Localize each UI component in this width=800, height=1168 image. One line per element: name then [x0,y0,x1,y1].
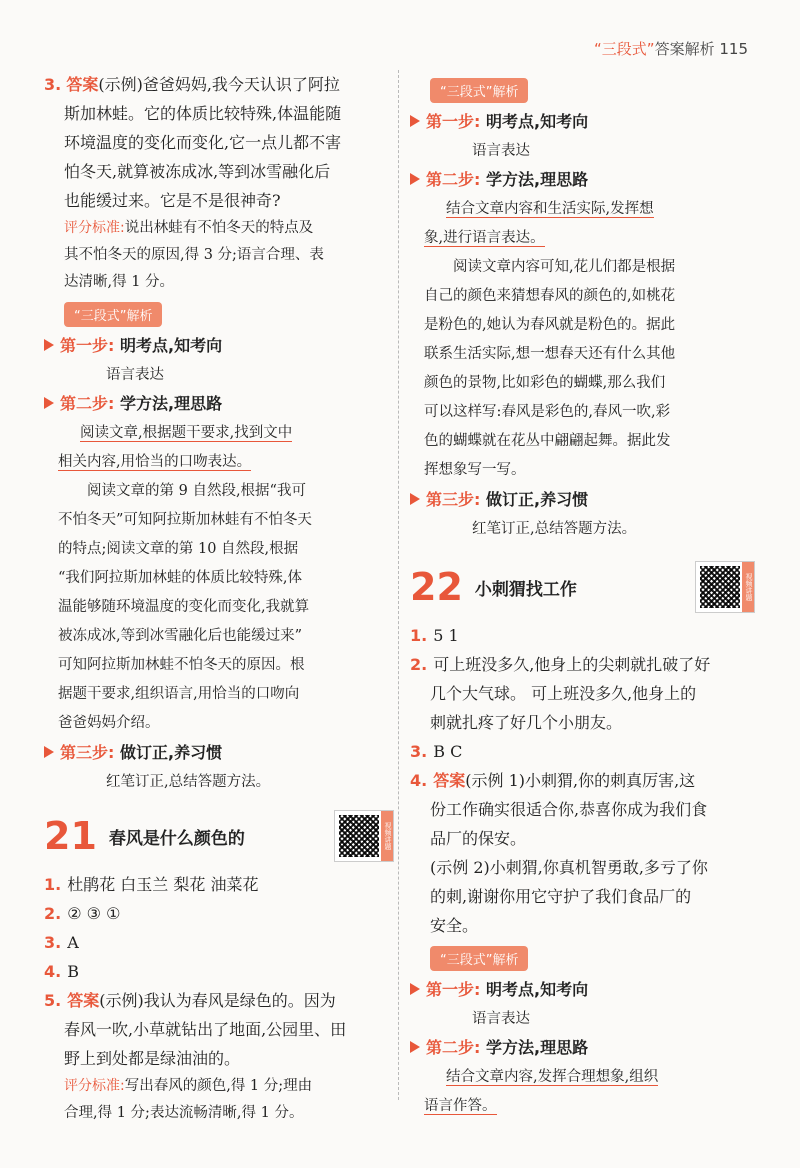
step-detail: 语言表达 [472,143,530,159]
step-2 [410,1033,755,1063]
step-title: 明考点,知考向 [485,112,589,131]
arrow-icon [410,983,420,995]
answer-line: 环境温度的变化而变化,它一点儿都不害 [64,133,342,152]
paragraph-line: 可知阿拉斯加林蛙不怕冬天的原因。根 [58,657,305,673]
step-title: 明考点,知考向 [119,336,223,355]
scoring-label: 评分标准: [64,1078,125,1094]
arrow-icon [44,746,54,758]
paragraph-line: 不怕冬天”可知阿拉斯加林蛙有不怕冬天 [58,512,312,528]
answer-number: 2. [410,655,428,674]
answer-line: 可上班没多久,他身上的尖刺就扎破了好 [433,655,711,674]
answer-line: 野上到处都是绿油油的。 [64,1049,241,1068]
paragraph-line: 爸爸妈妈介绍。 [58,715,160,731]
paragraph-line: 阅读文章的第 9 自然段,根据“我可 [87,483,306,499]
arrow-icon [410,493,420,505]
left-column [44,70,394,1127]
step-label: 第二步: [60,394,115,413]
underlined-text: 阅读文章,根据题干要求,找到文中 [80,425,293,441]
paragraph-line: 是粉色的,她认为春风就是粉色的。据此 [424,317,676,333]
scoring-line: 说出林蛙有不怕冬天的特点及 [124,220,314,236]
right-column [410,70,755,1121]
scoring-line: 其不怕冬天的原因,得 3 分;语言合理、表 [64,247,324,263]
arrow-icon [410,115,420,127]
section-number: 21 [44,814,97,858]
scoring-line: 达清晰,得 1 分。 [64,274,175,290]
answer-text: 5 1 [433,626,459,645]
arrow-icon [410,173,420,185]
answer-number: 2. [44,904,62,923]
step-label: 第一步: [426,980,481,999]
step-3 [410,485,755,515]
paragraph-line: 被冻成冰,等到冰雪融化后也能缓过来” [58,628,303,644]
analysis-paragraph [410,253,755,485]
qr-label: 视频讲题 [381,811,393,861]
answer-3 [44,70,394,296]
answer-line: 怕冬天,就算被冻成冰,等到冰雪融化后 [64,162,331,181]
answer-text: ② ③ ① [67,904,121,923]
answer-line: (示例)爸爸妈妈,我今天认识了阿拉 [98,75,340,94]
underlined-text: 象,进行语言表达。 [424,230,545,246]
step-label: 第二步: [426,1038,481,1057]
arrow-icon [44,339,54,351]
step-title: 学方法,理思路 [485,1038,589,1057]
scoring-line: 写出春风的颜色,得 1 分;理由 [124,1078,313,1094]
step-label: 第一步: [426,112,481,131]
paragraph-line: 温能够随环境温度的变化而变化,我就算 [58,599,310,615]
step-title: 学方法,理思路 [485,170,589,189]
step-1 [410,107,755,137]
step-title: 学方法,理思路 [119,394,223,413]
answer-line: 份工作确实很适合你,恭喜你成为我们食 [430,800,708,819]
step-label: 第三步: [426,490,481,509]
answer-line: 刺就扎疼了好几个小朋友。 [430,713,623,732]
answer-line: 品厂的保安。 [430,829,527,848]
answer-line: 也能缓过来。它是不是很神奇? [64,191,281,210]
scoring-line: 合理,得 1 分;表达流畅清晰,得 1 分。 [64,1105,304,1121]
paragraph-line: “我们阿拉斯加林蛙的体质比较特殊,体 [58,570,303,586]
answer-label: 答案 [66,75,99,94]
paragraph-line: 色的蝴蝶就在花丛中翩翩起舞。据此发 [424,433,671,449]
section-number: 22 [410,565,463,609]
page-number: 115 [719,40,748,58]
section-21-header [44,810,394,862]
section-title: 小刺猬找工作 [474,579,577,600]
answer-line: 春风一吹,小草就钻出了地面,公园里、田 [64,1020,347,1039]
section-title: 春风是什么颜色的 [108,828,245,849]
column-divider [398,70,399,1100]
step-2 [44,389,394,419]
step-2 [410,165,755,195]
analysis-badge: “三段式”解析 [430,78,528,103]
step-detail: 语言表达 [472,1011,530,1027]
step-detail: 红笔订正,总结答题方法。 [472,521,637,537]
answer-number: 5. [44,991,62,1010]
underlined-text: 结合文章内容和生活实际,发挥想 [446,201,654,217]
answer-text: B C [433,742,463,761]
header-quote: “三段式” [594,40,655,58]
step-detail: 语言表达 [106,367,164,383]
step-label: 第二步: [426,170,481,189]
paragraph-line: 阅读文章内容可知,花儿们都是根据 [453,259,676,275]
answer-number: 3. [410,742,428,761]
qr-code-icon[interactable] [334,810,394,862]
answer-number: 3. [44,933,62,952]
answer-line: (示例 1)小刺猬,你的刺真厉害,这 [465,771,696,790]
answer-number: 4. [44,962,62,981]
answer-line: 几个大气球。 可上班没多久,他身上的 [430,684,697,703]
paragraph-line: 可以这样写:春风是彩色的,春风一吹,彩 [424,404,671,420]
step-detail: 红笔订正,总结答题方法。 [106,774,271,790]
answer-number: 4. [410,771,428,790]
answer-line: 的刺,谢谢你用它守护了我们食品厂的 [430,887,692,906]
answer-line: 安全。 [430,916,479,935]
answer-label: 答案 [433,771,466,790]
step-1 [44,331,394,361]
answer-text: A [67,933,79,952]
answer-label: 答案 [67,991,100,1010]
paragraph-line: 自己的颜色来猜想春风的颜色的,如桃花 [424,288,676,304]
answer-number: 3. [44,75,62,94]
paragraph-line: 的特点;阅读文章的第 10 自然段,根据 [58,541,299,557]
answer-line: (示例 2)小刺猬,你真机智勇敢,多亏了你 [430,858,708,877]
step-3 [44,738,394,768]
step-title: 做订正,养习惯 [485,490,589,509]
step-title: 明考点,知考向 [485,980,589,999]
answer-number: 1. [410,626,428,645]
step-label: 第一步: [60,336,115,355]
paragraph-line: 颜色的景物,比如彩色的蝴蝶,那么我们 [424,375,666,391]
step-label: 第三步: [60,743,115,762]
answer-line: (示例)我认为春风是绿色的。因为 [99,991,336,1010]
scoring-label: 评分标准: [64,220,125,236]
answer-line: 斯加林蛙。它的体质比较特殊,体温能随 [64,104,342,123]
arrow-icon [410,1041,420,1053]
page-header [594,38,748,59]
header-text: 答案解析 [654,40,715,58]
paragraph-line: 联系生活实际,想一想春天还有什么其他 [424,346,676,362]
qr-label: 视频讲题 [742,562,754,612]
qr-code-icon[interactable] [695,561,755,613]
arrow-icon [44,397,54,409]
section-22-header [410,561,755,613]
answer-text: B [67,962,79,981]
analysis-paragraph [44,477,394,738]
analysis-badge: “三段式”解析 [430,946,528,971]
step-1 [410,975,755,1005]
underlined-text: 结合文章内容,发挥合理想象,组织 [446,1069,659,1085]
underlined-text: 语言作答。 [424,1098,497,1114]
step-title: 做订正,养习惯 [119,743,223,762]
answer-number: 1. [44,875,62,894]
answer-text: 杜鹃花 白玉兰 梨花 油菜花 [67,875,259,894]
analysis-badge: “三段式”解析 [64,302,162,327]
underlined-text: 相关内容,用恰当的口吻表达。 [58,454,252,470]
paragraph-line: 据题干要求,组织语言,用恰当的口吻向 [58,686,300,702]
paragraph-line: 挥想象写一写。 [424,462,526,478]
